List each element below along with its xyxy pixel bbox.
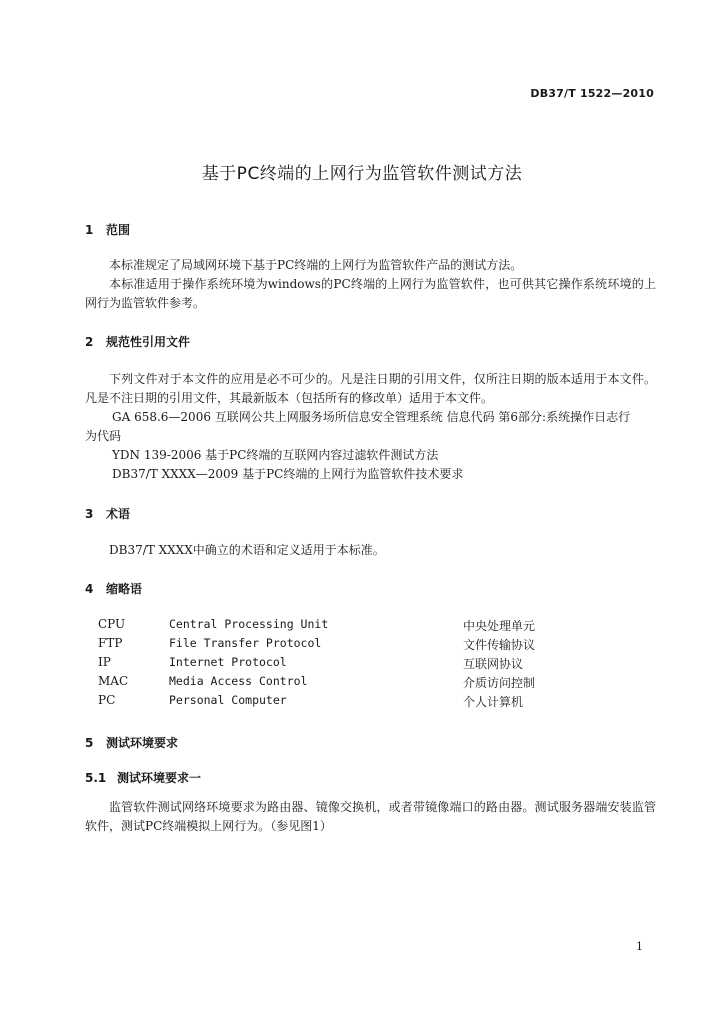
standard-code: DB37/T 1522—2010	[530, 87, 654, 100]
section-title: 术语	[106, 507, 131, 521]
abbreviation-english: Central Processing Unit	[169, 617, 329, 631]
section-1-heading	[85, 221, 130, 238]
section-1-paragraph-1: 本标准规定了局域网环境下基于PC终端的上网行为监管软件产品的测试方法。	[109, 258, 523, 272]
reference-item: GA 658.6—2006 互联网公共上网服务场所信息安全管理系统 信息代码 第6部分:系统操作日志行	[112, 410, 631, 424]
reference-item: DB37/T XXXX—2009 基于PC终端的上网行为监管软件技术要求	[112, 467, 464, 481]
abbreviation-english: Media Access Control	[169, 674, 308, 688]
abbreviation-row	[98, 636, 658, 655]
section-number: 2	[85, 335, 94, 349]
reference-item: YDN 139-2006 基于PC终端的互联网内容过滤软件测试方法	[112, 448, 439, 462]
section-2-paragraph: 下列文件对于本文件的应用是必不可少的。凡是注日期的引用文件，仅所注日期的版本适用于本文件。凡是不注日期的引用文件，其最新版本（包括所有的修改单）适用于本文件。	[85, 372, 656, 405]
abbreviation: PC	[98, 693, 116, 707]
abbreviation-chinese: 互联网协议	[463, 657, 524, 671]
page-number: 1	[636, 940, 643, 953]
abbreviation-row	[98, 693, 658, 712]
section-number: 1	[85, 223, 94, 237]
section-3-heading	[85, 505, 130, 522]
subsection-number: 5.1	[85, 771, 107, 785]
abbreviation: CPU	[98, 617, 126, 631]
abbreviation-english: Personal Computer	[169, 693, 287, 707]
abbreviation-row	[98, 655, 658, 674]
subsection-5-1-paragraph: 监管软件测试网络环境要求为路由器、镜像交换机，或者带镜像端口的路由器。测试服务器端安装监管软件，测试PC终端模拟上网行为。（参见图1）	[85, 800, 656, 833]
reference-item-continuation: 为代码	[85, 429, 122, 443]
section-4-heading	[85, 580, 142, 597]
section-title: 范围	[106, 223, 131, 237]
abbreviation-chinese: 介质访问控制	[463, 676, 536, 690]
abbreviation-chinese: 中央处理单元	[463, 619, 536, 633]
abbreviation-chinese: 文件传输协议	[463, 638, 536, 652]
abbreviation: MAC	[98, 674, 129, 688]
section-3-paragraph: DB37/T XXXX中确立的术语和定义适用于本标准。	[109, 543, 385, 557]
abbreviation: FTP	[98, 636, 123, 650]
section-2-heading	[85, 333, 190, 350]
section-number: 3	[85, 507, 94, 521]
document-title: 基于PC终端的上网行为监管软件测试方法	[201, 164, 523, 184]
section-title: 缩略语	[106, 582, 143, 596]
abbreviation-row	[98, 674, 658, 693]
section-number: 4	[85, 582, 94, 596]
section-1-paragraph-2: 本标准适用于操作系统环境为windows的PC终端的上网行为监管软件，也可供其它操作系统环境的上网行为监管软件参考。	[85, 277, 656, 310]
abbreviation-english: File Transfer Protocol	[169, 636, 322, 650]
abbreviation: IP	[98, 655, 111, 669]
abbreviation-chinese: 个人计算机	[463, 695, 524, 709]
subsection-5-1-heading	[85, 769, 201, 786]
section-5-heading	[85, 734, 178, 751]
section-title: 规范性引用文件	[106, 335, 191, 349]
section-number: 5	[85, 736, 94, 750]
abbreviation-row	[98, 617, 658, 636]
abbreviation-english: Internet Protocol	[169, 655, 287, 669]
section-title: 测试环境要求	[106, 736, 179, 750]
subsection-title: 测试环境要求一	[117, 771, 202, 785]
